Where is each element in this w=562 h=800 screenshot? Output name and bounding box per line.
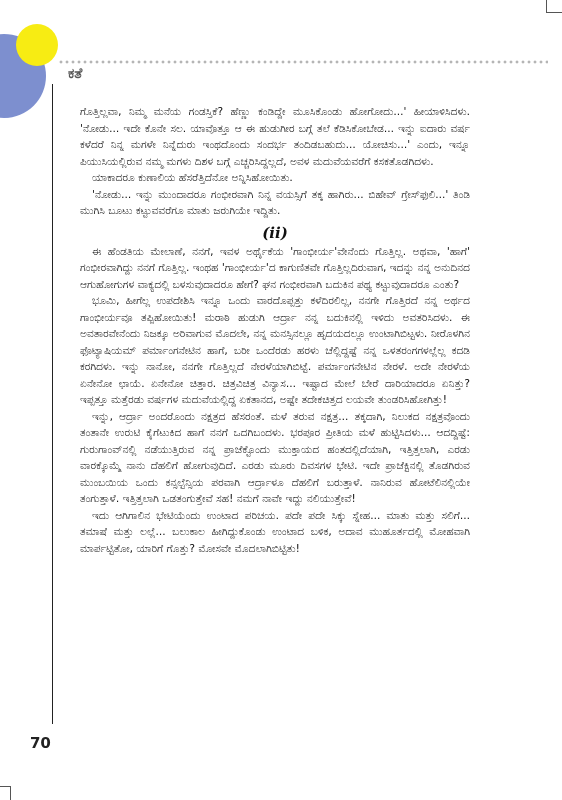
paragraph: ಈ ಹೆಂಡತಿಯ ಮೇಲಾಣೆ, ನನಗೆ, ಇವಳ ಅರ್ಥೈಕೆಯ 'ಗಾಂಭೀರ್ಯ'ವೇನೆಂದು ಗೊತ್ತಿಲ್ಲ. ಅಥವಾ, 'ಹಾಗೆ' ಗಂಭೀರವಾಗಿದ್ದು ನನಗೆ ಗೊತ್ತಿಲ್ಲ. ಇಂಥಹ 'ಗಾಂಭೀರ್ಯ'ದ ಕಾಗುಣಿತವೇ ಗೊತ್ತಿಲ್ಲದಿರುವಾಗ, ಇದನ್ನು ನನ್ನ ಅನುದಿನದ ಆಗುಹೋಗುಗಳ ವಾಕ್ಯದಲ್ಲಿ ಬಳಸುವುದಾದರೂ ಹೇಗೆ? ಘನ ಗಂಭೀರವಾಗಿ ಬದುಕಿನ ಪಥ್ಯ ಕಟ್ಟುವುದಾದರೂ ಎಂತು? xyxy=(80,245,470,291)
paragraph: ಗೊತ್ತಿಲ್ಲವಾ, ನಿಮ್ಮ ಮನೆಯ ಗಂಡಸ್ತಿಕೆ? ಹೆಣ್ಣು ಕಂಡಿದ್ದೇ ಮೂಸಿಕೊಂಡು ಹೋಗೋದು...' ಹೀಯಾಳಿಸಿದಳು. 'ನೋಡು... ಇದೇ ಕೊನೇ ಸಲ. ಯಾವೊತ್ತೂ ಆ ಈ ಹುಡುಗೀರ ಬಗ್ಗೆ ತಲೆ ಕೆಡಿಸಿಕೋಬೇಡ... ಇನ್ನು ಐದಾರು ವರ್ಷ ಕಳೆದರೆ ನಿನ್ನ ಮಗಳೇ ನಿನ್ನೆದುರು ಇಂಥದೊಂದು ಸಂದರ್ಭ ತಂದಿಡಬಹುದು... ಯೋಚಿಸು...' ಎಂದು, ಇನ್ನೂ ಪಿಯುಸಿಯಲ್ಲಿರುವ ನಮ್ಮ ಮಗಳು ದಿಶಳ ಬಗ್ಗೆ ಎಚ್ಚರಿಸಿದ್ದಲ್ಲದೆ, ಅವಳ ಮದುವೆಯವರೆಗೆ ಕಸಕತೊಡಗಿದಳು. xyxy=(80,106,470,168)
page-number: 70 xyxy=(30,734,51,752)
crop-mark xyxy=(0,786,10,787)
paragraph: ಯಾಕಾದರೂ ಕುಣಾಲಿಯ ಹೆಸರೆತ್ತಿದೆನೋ ಅನ್ನಿಸಿಹೋಯಿತು. xyxy=(92,172,293,184)
decorative-yellow-circle xyxy=(16,24,58,66)
paragraph: ಇನ್ನು, ಆರ್ದ್ರಾ ಅಂದರೊಂದು ನಕ್ಷತ್ರದ ಹೆಸರಂತೆ. ಮಳೆ ತರುವ ನಕ್ಷತ್ರ... ತಕ್ಕದಾಗಿ, ನಿಲುಕದ ನಕ್ಷತ್ರವೊಂದು ತಂತಾನೇ ಉರುಟಿ ಕೈಗೆಟುಕಿದ ಹಾಗೆ ನನಗೆ ಒದಗಿಬಂದಳು. ಭರಪೂರ ಪ್ರೀತಿಯ ಮಳೆ ಹುಟ್ಟಿಸಿದಳು... ಆದದ್ದಿಷ್ಟೆ: ಗುರುಗಾಂವ್‌ನಲ್ಲಿ ನಡೆಯುತ್ತಿರುವ ನನ್ನ ಪ್ರಾಜೆಕ್ಟೊಂದು ಮುಕ್ತಾಯದ ಹಂತದಲ್ಲಿದೆಯಾಗಿ, ಇತ್ತಿತ್ತಲಾಗಿ, ಎರಡು ವಾರಕ್ಕೊಮ್ಮೆ ನಾನು ದೆಹಲಿಗೆ ಹೋಗುವುದಿದೆ. ಎರಡು ಮೂರು ದಿವಸಗಳ ಭೇಟಿ. ಇದೇ ಪ್ರಾಜೆಕ್ಟಿನಲ್ಲಿ ತೊಡಗಿರುವ ಮುಂಬಯಿಯ ಒಂದು ಕನ್ಸಲ್ಟೆನ್ಸಿಯ ಪರವಾಗಿ ಆರ್ದ್ರಾಳೂ ದೆಹಲಿಗೆ ಬರುತ್ತಾಳೆ. ನಾನಿರುವ ಹೋಟೆಲಿನಲ್ಲಿಯೇ ತಂಗುತ್ತಾಳೆ. ಇತ್ತಿತ್ತಲಾಗಿ ಒಡತಂಗುತ್ತೇವೆ ಸಹ! ನಮಗೆ ನಾವೇ ಇದ್ದು ನಲಿಯುತ್ತೇವೆ! xyxy=(80,410,470,505)
section-label: ಕತೆ xyxy=(68,66,83,82)
article-body xyxy=(80,104,470,557)
paragraph: 'ನೋಡು... ಇನ್ನು ಮುಂದಾದರೂ ಗಂಭೀರವಾಗಿ ನಿನ್ನ ವಯಸ್ಸಿಗೆ ತಕ್ಕ ಹಾಗಿರು... ಬಿಹೇವ್ ಗ್ರೇಸ್‌ಫುಲಿ...' ತಿಂಡಿ ಮುಗಿಸಿ ಬೂಟು ಕಟ್ಟುವವರೆಗೂ ಮಾತು ಜರುಗಿಯೇ ಇದ್ದಿತು. xyxy=(80,188,470,217)
crop-mark xyxy=(546,12,562,13)
paragraph: ಭೂಮಿ, ಹೀಗೆಲ್ಲ ಉಪದೇಶಿಸಿ ಇನ್ನೂ ಒಂದು ವಾರದೊಪ್ಪತ್ತು ಕಳೆದಿರಲಿಲ್ಲ, ನನಗೇ ಗೊತ್ತಿರದೆ ನನ್ನ ಅರ್ಥದ ಗಾಂಭೀರ್ಯವೂ ತಪ್ಪಿಹೋಯಿತು! ಮರಾಠಿ ಹುಡುಗಿ ಆರ್ದ್ರಾ ನನ್ನ ಬದುಕಿನಲ್ಲಿ ಇಳಿದು ಅವತರಿಸಿದಳು. ಈ ಅವತಾರವೇನೆಂದು ನಿಜಕ್ಕೂ ಅರಿವಾಗುವ ಮೊದಲೇ, ನನ್ನ ಮನಸ್ಸಿನಲ್ಲೂ ಹೃದಯದಲ್ಲೂ ಉಂಟಾಗಿಬಿಟ್ಟಳು. ನೀರೊಳಗಿನ ಫೊಟ್ಯಾಷಿಯಮ್ ಪರ್ಮಾಂಗನೇಟಿನ ಹಾಗೆ, ಬರೀ ಒಂದೆರಡು ಹರಳು ಚೆಲ್ಲಿದ್ದಷ್ಟೆ ನನ್ನ ಒಳತರಂಗಗಳಲ್ಲೆಲ್ಲ ಕದಡಿ ಕರಗಿದಳು. ಇನ್ನು ನಾನೋ, ನನಗೇ ಗೊತ್ತಿಲ್ಲದೆ ನೇರಳೆಯಾಗಿಬಿಟ್ಟೆ. ಪರ್ಮಾಂಗನೇಟಿನ ನೇರಳೆ. ಅದೇ ನೇರಳೆಯ ಏನೇನೋ ಛಾಯೆ. ಏನೇನೋ ಚಿತ್ತಾರ. ಚಿತ್ರವಿಚಿತ್ರ ವಿನ್ಯಾಸ... ಇಷ್ಟಾದ ಮೇಲೆ ಬೇರೆ ದಾರಿಯಾದರೂ ಏನಿತ್ತು? ಇಪ್ಪತ್ತೂ ಮತ್ತೆರಡು ವರ್ಷಗಳ ಮದುವೆಯಲ್ಲಿದ್ದ ಏಕತಾನದ, ಅಷ್ಟೇ ತದೇಕಚಿತ್ತದ ಲಯವೇ ತುಂಡರಿಸಿಹೋಗಿತ್ತು! xyxy=(80,295,470,406)
section-heading: (ii) xyxy=(262,223,288,242)
dotted-header-rule xyxy=(58,60,548,64)
crop-mark xyxy=(10,786,11,800)
paragraph: ಇದು ಆಗಿಗಾಲಿನ ಭೇಟಿಯೆಂದು ಉಂಟಾದ ಪರಿಚಯ. ಪದೇ ಪದೇ ಸಿಕ್ಕು ಸ್ನೇಹ... ಮಾತು ಮತ್ತು ಸಲಿಗೆ... ತಮಾಷೆ ಮತ್ತು ಲಲ್ಲೆ... ಬಲುಕಾಲ ಹೀಗಿದ್ದುಕೊಂಡು ಉಂಟಾದ ಬಳಿಕ, ಅದಾವ ಮುಹೂರ್ತದಲ್ಲಿ ಮೋಹವಾಗಿ ಮಾರ್ಪಟ್ಟಿತೋ, ಯಾರಿಗೆ ಗೊತ್ತು? ಮೋಸವೇ ಮೊದಲಾಗಿಬಿಟ್ಟಿತು! xyxy=(80,509,470,555)
margin-rule xyxy=(52,84,53,724)
crop-mark xyxy=(546,0,547,12)
